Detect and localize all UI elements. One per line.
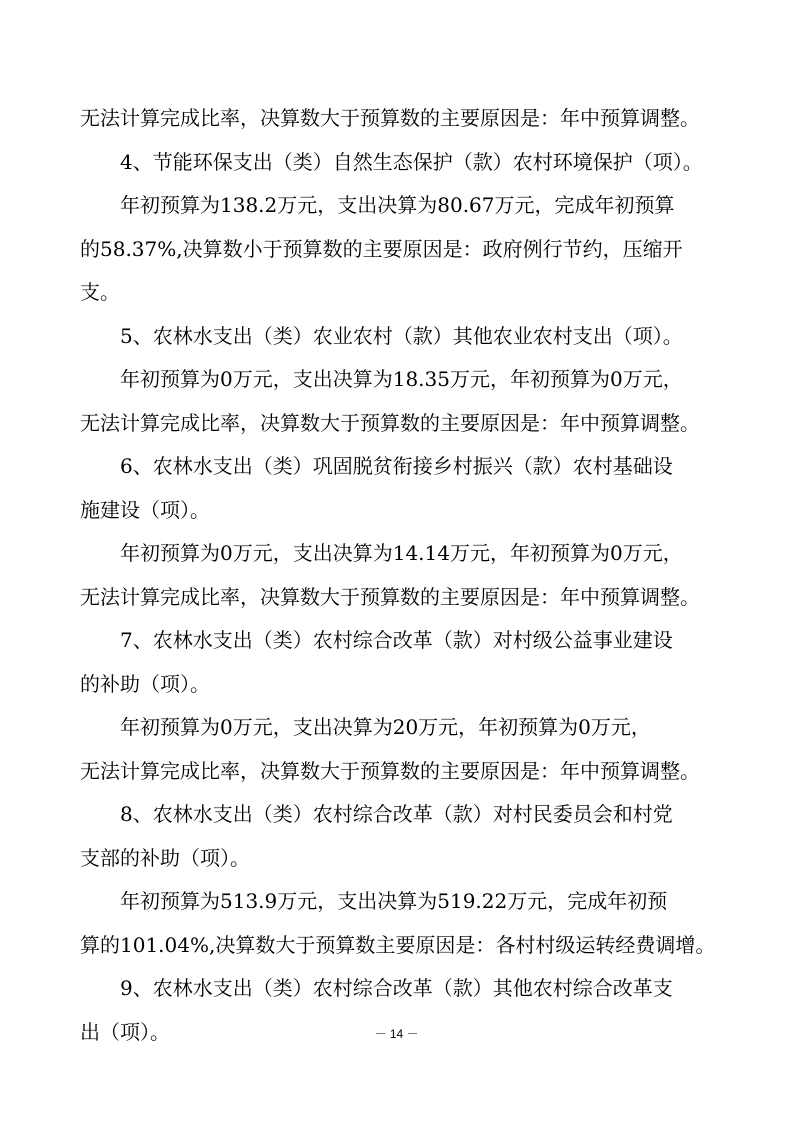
paragraph-line: 年初预算为0万元，支出决算为20万元，年初预算为0万元， [120, 715, 651, 739]
paragraph-line: 无法计算完成比率，决算数大于预算数的主要原因是：年中预算调整。 [80, 410, 700, 435]
paragraph-line: 算的101.04%,决算数大于预算数主要原因是：各村村级运转经费调增。 [80, 932, 716, 957]
section-heading: 9、农林水支出（类）农村综合改革（款）其他农村综合改革支 [120, 976, 673, 1000]
section-heading: 出（项）。 [80, 1019, 170, 1044]
section-heading: 施建设（项）。 [80, 497, 210, 522]
paragraph-line: 年初预算为0万元，支出决算为18.35万元，年初预算为0万元， [120, 367, 683, 391]
section-heading: 5、农林水支出（类）农业农村（款）其他农业农村支出（项）。 [120, 323, 683, 348]
paragraph-line: 支。 [80, 280, 120, 304]
section-heading: 支部的补助（项）。 [80, 845, 250, 870]
paragraph-line: 年初预算为138.2万元，支出决算为80.67万元，完成年初预算 [120, 193, 675, 217]
paragraph-line: 年初预算为0万元，支出决算为14.14万元，年初预算为0万元， [120, 541, 683, 565]
section-heading: 的补助（项）。 [80, 671, 210, 696]
paragraph-line: 无法计算完成比率，决算数大于预算数的主要原因是：年中预算调整。 [80, 758, 700, 783]
section-heading: 8、农林水支出（类）农村综合改革（款）对村民委员会和村党 [120, 802, 673, 826]
section-heading: 7、农林水支出（类）农村综合改革（款）对村级公益事业建设 [120, 628, 673, 652]
paragraph-line: 无法计算完成比率，决算数大于预算数的主要原因是：年中预算调整。 [80, 106, 700, 130]
section-heading: 6、农林水支出（类）巩固脱贫衔接乡村振兴（款）农村基础设 [120, 454, 673, 478]
paragraph-line: 的58.37%,决算数小于预算数的主要原因是：政府例行节约，压缩开 [80, 236, 683, 261]
page-number: － 14 － [374, 1027, 419, 1041]
paragraph-line: 无法计算完成比率，决算数大于预算数的主要原因是：年中预算调整。 [80, 584, 700, 609]
section-heading: 4、节能环保支出（类）自然生态保护（款）农村环境保护（项）。 [120, 149, 703, 174]
paragraph-line: 年初预算为513.9万元，支出决算为519.22万元，完成年初预 [120, 889, 668, 913]
